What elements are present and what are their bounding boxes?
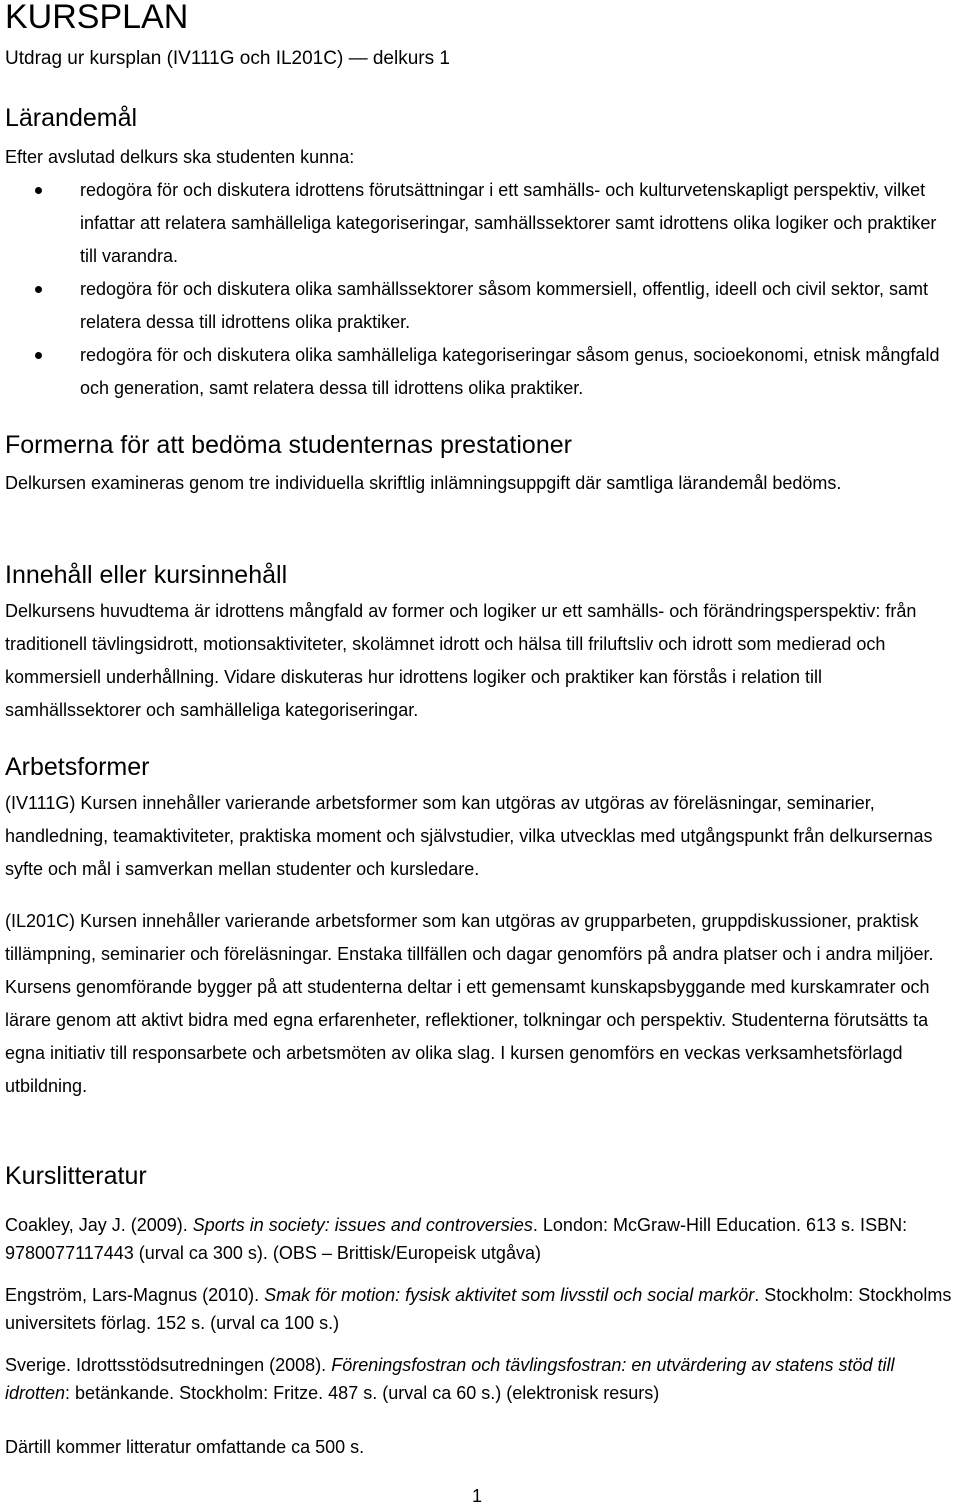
heading-work-forms: Arbetsformer: [5, 753, 150, 781]
assessment-text: Delkursen examineras genom tre individuella skriftlig inlämningsuppgift där samtliga lärandemål bedöms.: [5, 473, 842, 493]
bullet-icon: [35, 187, 42, 194]
literature-extra: Därtill kommer litteratur omfattande ca 500 s.: [5, 1437, 365, 1457]
page-number: 1: [472, 1486, 483, 1506]
list-item: [5, 174, 955, 273]
literature-reference: Engström, Lars-Magnus (2010). Smak för motion: fysisk aktivitet som livsstil och social markör. Stockholm: Stockholms universitets förlag. 152 s. (urval ca 100 s.): [5, 1285, 952, 1333]
list-item: [5, 273, 955, 339]
list-item: [5, 339, 955, 405]
subtitle: Utdrag ur kursplan (IV111G och IL201C) — delkurs 1: [5, 48, 450, 69]
heading-assessment: Formerna för att bedöma studenternas prestationer: [5, 431, 572, 459]
page-title: KURSPLAN: [5, 0, 189, 36]
list-item-text: redogöra för och diskutera olika samhällssektorer såsom kommersiell, offentlig, ideell och civil sektor, samt relatera dessa till idrottens olika praktiker.: [80, 279, 929, 332]
work-forms-il201c: (IL201C) Kursen innehåller varierande arbetsformer som kan utgöras av grupparbeten, gruppdiskussioner, praktisk tillämpning, seminarier och föreläsningar. Enstaka tillfällen och dagar genomförs på andra platser och i andra miljöer. Kursens genomförande bygger på att studenterna deltar i ett gemensamt kunskapsbyggande med kurskamrater och lärare genom att aktivt bidra med egna erfarenheter, reflektioner, tolkningar och perspektiv. Studenterna förutsätts ta egna initiativ till responsarbete och arbetsmöten av olika slag. I kursen genomförs en veckas verksamhetsförlagd utbildning.: [5, 911, 934, 1096]
reference-title: Föreningsfostran och tävlingsfostran: en utvärdering av statens stöd till idrotten: [5, 1355, 895, 1403]
literature-reference: Coakley, Jay J. (2009). Sports in society: issues and controversies. London: McGraw-Hill Education. 613 s. ISBN: 9780077117443 (urval ca 300 s). (OBS – Brittisk/Europeisk utgåva): [5, 1215, 908, 1263]
work-forms-iv111g: (IV111G) Kursen innehåller varierande arbetsformer som kan utgöras av utgöras av föreläsningar, seminarier, handledning, teamaktiviteter, praktiska moment och självstudier, vilka utvecklas med utgångspunkt från delkursernas syfte och mål i samverkan mellan studenter och kursledare.: [5, 793, 933, 879]
heading-learning-outcomes: Lärandemål: [5, 104, 138, 132]
list-item-text: redogöra för och diskutera idrottens förutsättningar i ett samhälls- och kulturvetenskapligt perspektiv, vilket infattar att relatera samhälleliga kategoriseringar, samhällssektorer samt idrottens olika logiker och praktiker till varandra.: [80, 180, 937, 266]
bullet-icon: [35, 286, 42, 293]
reference-title: Smak för motion: fysisk aktivitet som livsstil och social markör: [264, 1285, 755, 1305]
literature-reference: Sverige. Idrottsstödsutredningen (2008). Föreningsfostran och tävlingsfostran: en utvärdering av statens stöd till idrotten: betänkande. Stockholm: Fritze. 487 s. (urval ca 60 s.) (elektronisk resurs): [5, 1355, 895, 1403]
learning-intro: Efter avslutad delkurs ska studenten kunna:: [5, 147, 355, 167]
list-item-text: redogöra för och diskutera olika samhälleliga kategoriseringar såsom genus, socioekonomi, etnisk mångfald och generation, samt relatera dessa till idrottens olika praktiker.: [80, 345, 940, 398]
course-content-text: Delkursens huvudtema är idrottens mångfald av former och logiker ur ett samhälls- och förändringsperspektiv: från traditionell tävlingsidrott, motionsaktiviteter, skolämnet idrott och hälsa till friluftsliv och idrott som medierad och kommersiell underhållning. Vidare diskuteras hur idrottens logiker och praktiker kan förstås i relation till samhällssektorer och samhälleliga kategoriseringar.: [5, 601, 917, 720]
heading-literature: Kurslitteratur: [5, 1162, 147, 1190]
reference-title: Sports in society: issues and controversies: [192, 1215, 533, 1235]
bullet-icon: [35, 352, 42, 359]
heading-course-content: Innehåll eller kursinnehåll: [5, 561, 288, 589]
